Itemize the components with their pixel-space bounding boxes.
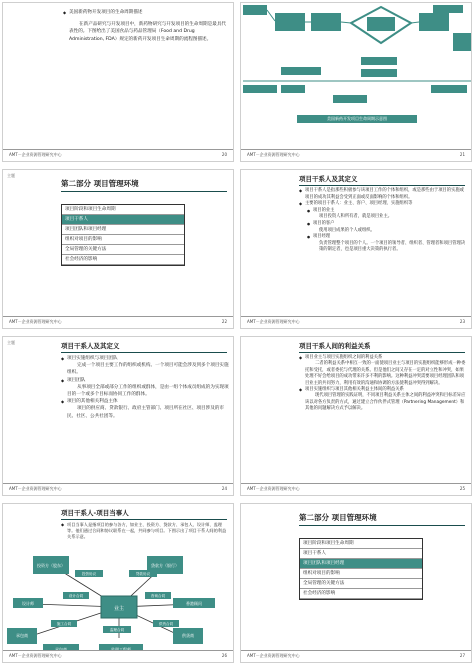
section-menu [61, 204, 185, 266]
body-line-ind: 使用项目成果的个人或组织。 [319, 227, 375, 233]
menu-item[interactable]: 项目阶段和项目生命周期 [300, 539, 422, 549]
menu-item[interactable]: 项目干系人 [300, 549, 422, 559]
footer-org: AMT－企业资源管理研究中心 [9, 152, 62, 157]
slide-title: 第二部分 项目管理环境 [61, 178, 227, 192]
slide-2 [240, 2, 472, 162]
edge-label: 贷款协议 [135, 572, 151, 576]
node-label: 承包商 [16, 633, 28, 638]
footer-org: AMT－企业资源管理研究中心 [247, 486, 300, 491]
slide-8 [240, 503, 472, 663]
slide-5 [2, 336, 234, 496]
body-line-para: 项目的供应商、贷款银行、政府主管部门、项目所在社区、项目涉及的市民、社区、公共社团等。 [67, 406, 225, 419]
edge-label: 咨询合同 [150, 594, 166, 598]
slide-title: 项目干系人-项目当事人 [61, 508, 227, 520]
flow-box-c [361, 69, 397, 77]
footer-org: AMT－企业资源管理研究中心 [247, 152, 300, 157]
edge-label: 投资协议 [81, 572, 97, 576]
node-label: 供货商 [182, 633, 194, 638]
page-number: 26 [221, 653, 227, 658]
footer-org: AMT－企业资源管理研究中心 [9, 486, 62, 491]
page-number: 25 [459, 486, 465, 491]
flow-box-approval [433, 5, 463, 13]
slide-footer [241, 149, 471, 161]
body-line-sub: ● 项目的业主 [299, 208, 467, 215]
slide6-body [299, 355, 467, 413]
flow-box-ind [311, 13, 341, 31]
owner-label: 业主 [113, 606, 125, 612]
page-number: 22 [221, 319, 227, 324]
slide1-body [63, 9, 229, 43]
node-label: 投资方（股东） [37, 563, 65, 568]
flow-box-f [333, 95, 367, 103]
menu-item-selected[interactable]: 项目团队和项目经理 [300, 559, 422, 569]
page-number: 20 [221, 152, 227, 157]
page-number: 27 [459, 653, 465, 658]
flow-box-discovery [243, 5, 267, 15]
body-line-b: ◆ 主要的项目干系人：业主、客户、项目经理、实施组织等 [299, 201, 467, 208]
menu-item[interactable]: 项目团队和项目经理 [62, 225, 184, 235]
flow-arrow [267, 10, 275, 21]
node-label: 贷款方（银行） [151, 563, 179, 568]
slide-footer [3, 316, 233, 328]
menu-item[interactable]: 全局管理的关键方法 [300, 579, 422, 589]
slide-title: 项目干系人及其定义 [299, 174, 465, 186]
body-line-b: ◆ 项目业主与项目实施组织之间的利益关系 [299, 355, 467, 361]
section-menu [299, 538, 423, 600]
slide-title: 第二部分 项目管理环境 [299, 512, 465, 526]
menu-item-selected[interactable]: 项目干系人 [62, 215, 184, 225]
flow-box-e [281, 85, 305, 93]
body-line-sub: ● 项目经理 [299, 234, 467, 241]
flow-box-trial [367, 17, 395, 31]
slide1-para: 在新产品研究与开发项目中，新药物研究与开发项目的生命周期是最具代表性的。下图给出了美国食品与药品管理局（Food and Drug Administration, FDA）规定的新药开发项目生命周期的流程图描述。 [69, 22, 227, 42]
edge-label: 监理合同 [109, 628, 125, 632]
stakeholder-diagram [3, 544, 234, 663]
slide-corner-label: 主题 [7, 340, 15, 345]
flow-box-g [431, 85, 467, 93]
slide-footer [3, 149, 233, 161]
slide-footer [241, 316, 471, 328]
body-line-para: 完成一个项目主要工作的组织或机构。一个项目可能会涉及到多个项目实施组织。 [67, 363, 229, 376]
slide-7 [2, 503, 234, 663]
slide5-body [61, 355, 229, 420]
menu-item[interactable]: 全局管理的关键方法 [62, 245, 184, 255]
body-line-b: ◆ 项目的其他相关利益主体 [61, 398, 229, 405]
edge-label: 施工合同 [56, 622, 72, 626]
menu-item[interactable]: 组织对项目的影响 [300, 569, 422, 579]
body-line-para: 从事项目全部或部分工作的组织或群体，是由一组个体成员组成的为实现项目的一个或多个目标而协同工作的群体。 [67, 384, 229, 398]
footer-org: AMT－企业资源管理研究中心 [9, 319, 62, 324]
slide-footer [3, 483, 233, 495]
body-line-sub: ● 项目的客户 [299, 221, 467, 228]
menu-item[interactable]: 组织对项目的影响 [62, 235, 184, 245]
menu-item[interactable]: 社会经济的影响 [62, 255, 184, 265]
footer-org: AMT－企业资源管理研究中心 [247, 319, 300, 324]
flow-box-nda [419, 13, 449, 31]
slide-footer [241, 650, 471, 662]
node-label: 设计师 [22, 601, 34, 606]
body-line-ind: 负责管理整个项目的个人。一个项目的领导者、组织者、管理者和项目管理决策的制定者，也是项目重大决策的执行者。 [319, 240, 466, 253]
slide-1 [2, 2, 234, 162]
flow-box-b [361, 57, 397, 65]
flow-arrow [341, 22, 351, 23]
page-number: 21 [459, 152, 465, 157]
slide4-body [299, 188, 467, 254]
slide-corner-label: 主题 [7, 173, 15, 178]
body-line-b: ◆ 项目实施组织与项目其他相关利益主体间的利益关系 [299, 387, 467, 393]
page-number: 24 [221, 486, 227, 491]
slide-4 [240, 169, 472, 329]
slide-footer [241, 483, 471, 495]
slide-3 [2, 169, 234, 329]
flow-box-a [281, 67, 321, 75]
slide-footer [3, 650, 233, 662]
slide7-bullet: ◆ 项目当事人是指项目的参与各方，如业主、投资方、贷款方、承包人、设计师、监理等。他们通过合同和协议联系在一起，共同参与项目。下图示出了项目干系人间的利益关系示意。 [61, 522, 229, 540]
page-number: 23 [459, 319, 465, 324]
edge-label: 设计合同 [68, 594, 84, 598]
flow-box-preclinical [275, 13, 305, 31]
drug-lifecycle-flowchart [241, 3, 472, 133]
slide7-body [61, 522, 229, 540]
flow-arrow [411, 22, 419, 23]
node-label: 香港顾问 [186, 601, 202, 606]
slide1-bullet: ◆ 美国新药物开发项目的生命周期描述 [63, 9, 229, 16]
body-line-b: ◆ 项目干系人是指那些积极参与该项目工作的个体和组织，或是那些由于项目的实施或项目的成功其利益会受到正面或反面影响的个体和组织。 [299, 188, 467, 201]
menu-item[interactable]: 社会经济的影响 [300, 589, 422, 599]
slide-6 [240, 336, 472, 496]
slide-title: 项目干系人及其定义 [61, 341, 227, 353]
flow-box-d [243, 85, 277, 93]
flow-caption: 美国新药开发项目生命周期示意图 [297, 115, 417, 123]
body-line-para: 现代项目管理的实践证明，不同项目利益关系主体之间的利益冲突和目标差异应该以对各方负责的方式，通过建立合作伙伴式管理（Partnering Management）和其他的问题解决方式予以解决。 [305, 393, 466, 412]
footer-org: AMT－企业资源管理研究中心 [247, 653, 300, 658]
body-line-b: ◆ 项目实施组织与项目团队 [61, 355, 229, 362]
menu-item[interactable]: 项目阶段和项目生命周期 [62, 205, 184, 215]
body-line-b: ◆ 项目团队 [61, 377, 229, 384]
footer-org: AMT－企业资源管理研究中心 [9, 653, 62, 658]
flow-box-market [453, 33, 471, 51]
edge-label: 供货合同 [158, 622, 174, 626]
slide-title: 项目干系人间的利益关系 [299, 341, 465, 353]
body-line-ind: 项目投资人和所有者，就是项目业主。 [319, 214, 393, 220]
body-line-para: 二者的利益关系中相互一致的一面使项目业主与项目的实施组织能够形成一种委托和受托，或者委托与代理的关系。但是他们之间又存在一定的对立性和冲突，如果处理不好会给项目的成功带来许多不利的影响。这种利益冲突需要项目经理团队和项目业主的共同努力，利用有效的沟通和协调的方法使利益冲突得到解决。 [305, 361, 466, 386]
